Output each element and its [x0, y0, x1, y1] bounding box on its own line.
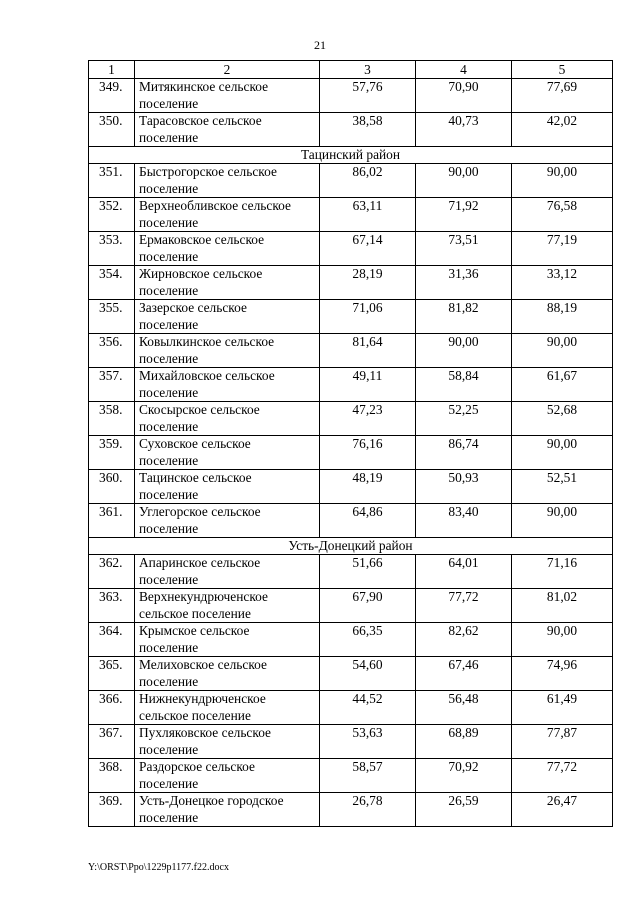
- row-number: 357.: [89, 368, 135, 402]
- settlement-name-line: поселение: [139, 418, 199, 434]
- table-row: [89, 198, 613, 232]
- value-c3: 76,16: [320, 436, 416, 470]
- table-row: [89, 368, 613, 402]
- row-number: 349.: [89, 79, 135, 113]
- value-c4: 31,36: [416, 266, 512, 300]
- value-c4: 56,48: [416, 691, 512, 725]
- value-c5: 90,00: [512, 164, 613, 198]
- value-c3: 49,11: [320, 368, 416, 402]
- settlement-name: [135, 436, 320, 470]
- header-cell-1: 1: [89, 61, 135, 79]
- row-number: 363.: [89, 589, 135, 623]
- settlement-name-line: Крымское сельское: [139, 623, 250, 638]
- settlement-name: [135, 164, 320, 198]
- value-c3: 86,02: [320, 164, 416, 198]
- row-number: 364.: [89, 623, 135, 657]
- value-c4: 50,93: [416, 470, 512, 504]
- settlement-name-line: Быстрогорское сельское: [139, 164, 277, 179]
- value-c4: 52,25: [416, 402, 512, 436]
- value-c4: 64,01: [416, 555, 512, 589]
- value-c4: 90,00: [416, 164, 512, 198]
- header-cell-4: 4: [416, 61, 512, 79]
- settlement-name-line: Нижнекундрюченское: [139, 691, 266, 706]
- table-row: [89, 164, 613, 198]
- value-c3: 57,76: [320, 79, 416, 113]
- header-cell-5: 5: [512, 61, 613, 79]
- row-number: 368.: [89, 759, 135, 793]
- value-c4: 70,92: [416, 759, 512, 793]
- value-c5: 81,02: [512, 589, 613, 623]
- settlement-name: [135, 725, 320, 759]
- value-c3: 67,14: [320, 232, 416, 266]
- settlement-name-line: Тацинское сельское: [139, 470, 252, 485]
- row-number: 358.: [89, 402, 135, 436]
- value-c5: 52,68: [512, 402, 613, 436]
- table-row: [89, 759, 613, 793]
- value-c3: 28,19: [320, 266, 416, 300]
- settlement-name-line: поселение: [139, 571, 199, 587]
- region-row: [89, 147, 613, 164]
- settlement-name-line: поселение: [139, 316, 199, 332]
- settlement-name: [135, 504, 320, 538]
- settlement-name: [135, 402, 320, 436]
- table-row: [89, 300, 613, 334]
- table-row: [89, 504, 613, 538]
- value-c4: 83,40: [416, 504, 512, 538]
- value-c5: 61,49: [512, 691, 613, 725]
- row-number: 355.: [89, 300, 135, 334]
- settlement-name-line: Апаринское сельское: [139, 555, 261, 570]
- value-c5: 71,16: [512, 555, 613, 589]
- value-c3: 47,23: [320, 402, 416, 436]
- table-row: [89, 555, 613, 589]
- settlement-name-line: Пухляковское сельское: [139, 725, 271, 740]
- settlement-name-line: поселение: [139, 741, 199, 757]
- value-c5: 90,00: [512, 504, 613, 538]
- settlement-name-line: поселение: [139, 384, 199, 400]
- row-number: 369.: [89, 793, 135, 827]
- value-c5: 76,58: [512, 198, 613, 232]
- table-row: [89, 113, 613, 147]
- value-c5: 77,69: [512, 79, 613, 113]
- row-number: 352.: [89, 198, 135, 232]
- settlement-name: [135, 657, 320, 691]
- value-c3: 64,86: [320, 504, 416, 538]
- settlement-name: [135, 623, 320, 657]
- value-c3: 54,60: [320, 657, 416, 691]
- value-c5: 77,87: [512, 725, 613, 759]
- value-c3: 58,57: [320, 759, 416, 793]
- settlement-name-line: поселение: [139, 248, 199, 264]
- settlement-name: [135, 555, 320, 589]
- value-c5: 52,51: [512, 470, 613, 504]
- settlement-name: [135, 232, 320, 266]
- value-c5: 42,02: [512, 113, 613, 147]
- value-c5: 90,00: [512, 623, 613, 657]
- value-c4: 71,92: [416, 198, 512, 232]
- row-number: 350.: [89, 113, 135, 147]
- settlement-name: [135, 368, 320, 402]
- table-row: [89, 79, 613, 113]
- value-c5: 33,12: [512, 266, 613, 300]
- table-row: [89, 725, 613, 759]
- value-c3: 63,11: [320, 198, 416, 232]
- value-c5: 77,19: [512, 232, 613, 266]
- table-row: [89, 657, 613, 691]
- row-number: 353.: [89, 232, 135, 266]
- settlement-name: [135, 470, 320, 504]
- value-c4: 81,82: [416, 300, 512, 334]
- value-c5: 61,67: [512, 368, 613, 402]
- table-row: [89, 436, 613, 470]
- settlement-name-line: поселение: [139, 639, 199, 655]
- settlement-name: [135, 198, 320, 232]
- settlement-name: [135, 793, 320, 827]
- region-title: Усть-Донецкий район: [89, 538, 613, 555]
- row-number: 360.: [89, 470, 135, 504]
- settlement-name-line: Верхнеобливское сельское: [139, 198, 291, 213]
- table-row: [89, 793, 613, 827]
- settlement-name-line: Тарасовское сельское: [139, 113, 262, 128]
- table-header-row: [89, 61, 613, 79]
- settlement-name-line: поселение: [139, 129, 199, 145]
- row-number: 351.: [89, 164, 135, 198]
- value-c5: 88,19: [512, 300, 613, 334]
- settlement-name-line: сельское поселение: [139, 605, 251, 621]
- value-c5: 90,00: [512, 436, 613, 470]
- settlement-name-line: Зазерское сельское: [139, 300, 247, 315]
- settlement-name: [135, 589, 320, 623]
- row-number: 361.: [89, 504, 135, 538]
- value-c3: 71,06: [320, 300, 416, 334]
- value-c4: 68,89: [416, 725, 512, 759]
- value-c3: 81,64: [320, 334, 416, 368]
- value-c5: 26,47: [512, 793, 613, 827]
- value-c5: 74,96: [512, 657, 613, 691]
- row-number: 365.: [89, 657, 135, 691]
- settlement-name-line: Жирновское сельское: [139, 266, 263, 281]
- settlement-name: [135, 334, 320, 368]
- value-c3: 66,35: [320, 623, 416, 657]
- value-c3: 26,78: [320, 793, 416, 827]
- settlement-name-line: Раздорское сельское: [139, 759, 255, 774]
- settlement-name-line: поселение: [139, 214, 199, 230]
- header-cell-2: 2: [135, 61, 320, 79]
- settlement-name-line: поселение: [139, 809, 199, 825]
- table-row: [89, 334, 613, 368]
- settlement-name-line: поселение: [139, 452, 199, 468]
- value-c4: 40,73: [416, 113, 512, 147]
- settlement-name-line: поселение: [139, 520, 199, 536]
- value-c3: 48,19: [320, 470, 416, 504]
- settlement-name-line: Михайловское сельское: [139, 368, 275, 383]
- data-table: [88, 60, 613, 827]
- settlement-name-line: Митякинское сельское: [139, 79, 269, 94]
- value-c5: 77,72: [512, 759, 613, 793]
- value-c4: 82,62: [416, 623, 512, 657]
- settlement-name-line: поселение: [139, 486, 199, 502]
- settlement-name: [135, 300, 320, 334]
- settlement-name: [135, 79, 320, 113]
- table-row: [89, 691, 613, 725]
- value-c3: 53,63: [320, 725, 416, 759]
- value-c4: 26,59: [416, 793, 512, 827]
- value-c3: 67,90: [320, 589, 416, 623]
- row-number: 356.: [89, 334, 135, 368]
- region-row: [89, 538, 613, 555]
- value-c4: 90,00: [416, 334, 512, 368]
- row-number: 354.: [89, 266, 135, 300]
- settlement-name-line: поселение: [139, 350, 199, 366]
- settlement-name: [135, 691, 320, 725]
- settlement-name-line: Суховское сельское: [139, 436, 251, 451]
- value-c4: 58,84: [416, 368, 512, 402]
- row-number: 359.: [89, 436, 135, 470]
- table-row: [89, 623, 613, 657]
- value-c3: 44,52: [320, 691, 416, 725]
- value-c4: 77,72: [416, 589, 512, 623]
- settlement-name-line: Мелиховское сельское: [139, 657, 267, 672]
- header-cell-3: 3: [320, 61, 416, 79]
- settlement-name: [135, 113, 320, 147]
- row-number: 362.: [89, 555, 135, 589]
- settlement-name-line: Ермаковское сельское: [139, 232, 265, 247]
- value-c4: 86,74: [416, 436, 512, 470]
- page-number: 21: [314, 38, 326, 52]
- row-number: 366.: [89, 691, 135, 725]
- settlement-name: [135, 266, 320, 300]
- value-c3: 51,66: [320, 555, 416, 589]
- settlement-name-line: сельское поселение: [139, 707, 251, 723]
- settlement-name: [135, 759, 320, 793]
- value-c5: 90,00: [512, 334, 613, 368]
- settlement-name-line: поселение: [139, 775, 199, 791]
- settlement-name-line: Углегорское сельское: [139, 504, 261, 519]
- value-c4: 67,46: [416, 657, 512, 691]
- value-c4: 70,90: [416, 79, 512, 113]
- region-title: Тацинский район: [89, 147, 613, 164]
- table-row: [89, 402, 613, 436]
- value-c4: 73,51: [416, 232, 512, 266]
- settlement-name-line: Скосырское сельское: [139, 402, 260, 417]
- settlement-name-line: поселение: [139, 673, 199, 689]
- settlement-name-line: поселение: [139, 95, 199, 111]
- settlement-name-line: Ковылкинское сельское: [139, 334, 275, 349]
- settlement-name-line: Верхнекундрюченское: [139, 589, 268, 604]
- table-row: [89, 470, 613, 504]
- table-row: [89, 232, 613, 266]
- table-row: [89, 266, 613, 300]
- row-number: 367.: [89, 725, 135, 759]
- settlement-name-line: Усть-Донецкое городское: [139, 793, 284, 808]
- value-c3: 38,58: [320, 113, 416, 147]
- settlement-name-line: поселение: [139, 180, 199, 196]
- settlement-name-line: поселение: [139, 282, 199, 298]
- file-path-footer: Y:\ORST\Ppo\1229p1177.f22.docx: [88, 862, 229, 873]
- table-row: [89, 589, 613, 623]
